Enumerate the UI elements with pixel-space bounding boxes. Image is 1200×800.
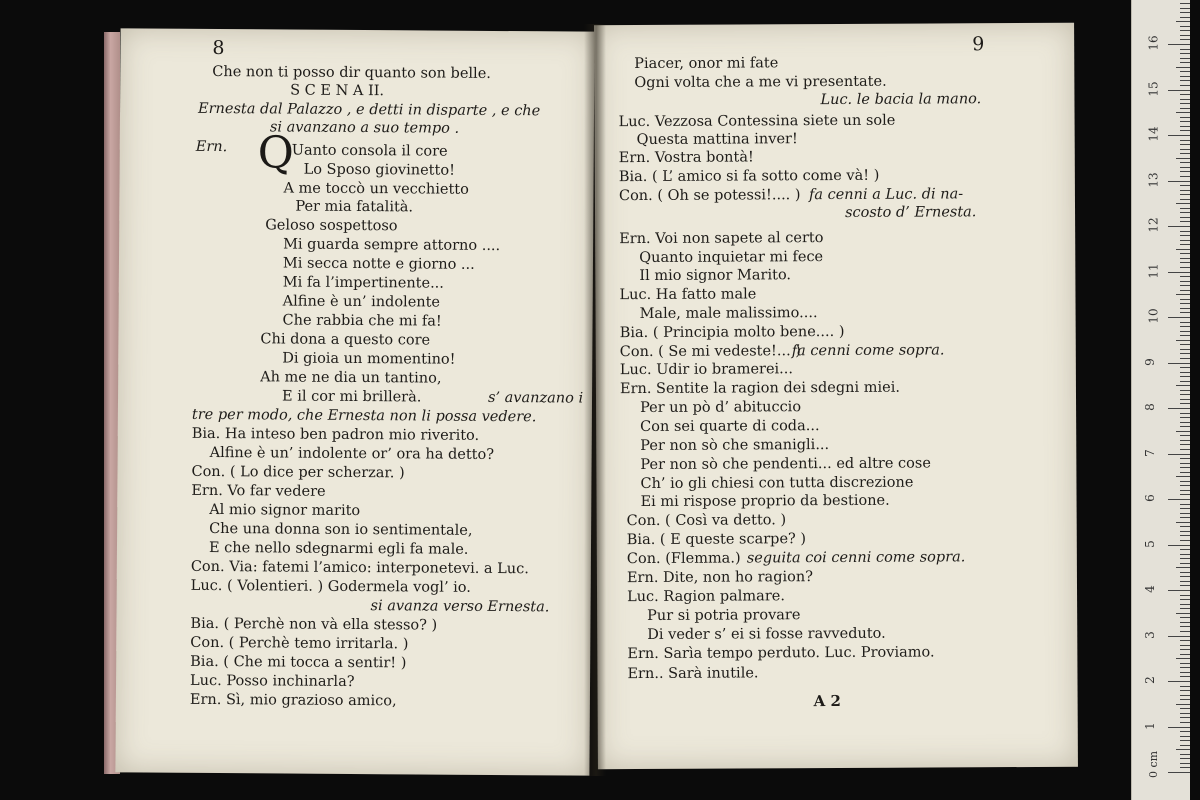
ruler-tick xyxy=(1180,76,1190,77)
ruler-tick xyxy=(1180,572,1190,573)
ruler-tick xyxy=(1176,749,1190,750)
ruler-tick xyxy=(1180,358,1190,359)
ruler-tick xyxy=(1168,636,1190,637)
ruler-tick xyxy=(1168,181,1190,182)
left-text-line: Lo Sposo giovinetto! xyxy=(303,161,455,179)
ruler-tick xyxy=(1176,658,1190,659)
ruler-tick xyxy=(1176,203,1190,204)
ruler-tick xyxy=(1180,740,1190,741)
ruler-tick xyxy=(1180,26,1190,27)
ruler-tick xyxy=(1180,130,1190,131)
ruler-tick xyxy=(1180,426,1190,427)
ruler-tick xyxy=(1180,736,1190,737)
ruler-tick xyxy=(1168,90,1190,91)
left-text-line: Che una donna son io sentimentale, xyxy=(209,520,473,539)
left-text-line: S C E N A II. xyxy=(290,82,385,100)
ruler-label: 1 xyxy=(1142,721,1157,730)
left-text-line: Bia. Ha inteso ben padron mio riverito. xyxy=(191,425,480,444)
right-text-line: Luc. le bacia la mano. xyxy=(820,91,982,109)
ruler-label: 8 xyxy=(1142,403,1157,411)
ruler-tick xyxy=(1180,35,1190,36)
ruler-tick xyxy=(1180,754,1190,755)
left-text-line: Di gioia un momentino! xyxy=(282,350,456,368)
ruler-tick xyxy=(1180,717,1190,718)
ruler-tick xyxy=(1180,240,1190,241)
left-text-line: Bia. ( Che mi tocca a sentir! ) xyxy=(190,653,407,672)
ruler-tick xyxy=(1168,226,1190,227)
ruler-tick xyxy=(1180,99,1190,100)
ruler-tick xyxy=(1180,117,1190,118)
ruler-tick xyxy=(1180,513,1190,514)
ruler-tick xyxy=(1180,80,1190,81)
right-text-line: Piacer, onor mi fate xyxy=(634,55,779,73)
ruler-tick xyxy=(1180,3,1190,4)
ruler-tick xyxy=(1180,231,1190,232)
right-text-line: seguita coi cenni come sopra. xyxy=(746,549,966,567)
ruler-tick xyxy=(1176,21,1190,22)
left-text-line: Ah me ne dia un tantino, xyxy=(260,369,442,387)
ruler-label: 3 xyxy=(1142,630,1157,639)
ruler-tick xyxy=(1180,713,1190,714)
left-text-line: Ernesta dal Palazzo , e detti in disparte , e che xyxy=(197,100,541,120)
ruler-tick xyxy=(1180,53,1190,54)
ruler-tick xyxy=(1180,399,1190,400)
ruler-tick xyxy=(1180,485,1190,486)
ruler-tick xyxy=(1180,190,1190,191)
right-text-line: Il mio signor Marito. xyxy=(639,267,792,285)
ruler-tick xyxy=(1168,408,1190,409)
left-text-line: si avanzano a suo tempo . xyxy=(269,119,460,137)
ruler-tick xyxy=(1180,62,1190,63)
ruler-tick xyxy=(1180,581,1190,582)
right-text-line: Luc. Udir io bramerei... xyxy=(619,361,794,379)
ruler-tick xyxy=(1180,595,1190,596)
ruler-tick xyxy=(1180,344,1190,345)
ruler-tick xyxy=(1168,135,1190,136)
left-text-line: Ern. xyxy=(195,138,228,156)
ruler-tick xyxy=(1180,144,1190,145)
left-text-line: Ern. Vo far vedere xyxy=(191,482,326,500)
right-text-line: Con. ( Oh se potessi!.... ) xyxy=(618,187,801,205)
left-text-line: Con. ( Perchè temo irritarla. ) xyxy=(190,634,409,653)
left-text-line: Che rabbia che mi fa! xyxy=(282,312,442,330)
ruler-tick xyxy=(1180,394,1190,395)
ruler-tick xyxy=(1180,335,1190,336)
ruler-tick xyxy=(1180,58,1190,59)
ruler-tick xyxy=(1180,149,1190,150)
ruler-tick xyxy=(1180,617,1190,618)
ruler-tick xyxy=(1180,708,1190,709)
ruler-tick xyxy=(1180,463,1190,464)
ruler-tick xyxy=(1168,499,1190,500)
ruler-tick xyxy=(1180,299,1190,300)
ruler-tick xyxy=(1180,531,1190,532)
right-page xyxy=(594,23,1078,770)
ruler-tick xyxy=(1176,249,1190,250)
right-text-line: Pur si potria provare xyxy=(647,607,801,624)
ruler-tick xyxy=(1180,667,1190,668)
ruler-tick xyxy=(1180,303,1190,304)
ruler-tick xyxy=(1176,385,1190,386)
ruler-tick xyxy=(1176,158,1190,159)
right-text-line: Ch’ io gli chiesi con tutta discrezione xyxy=(640,474,914,493)
ruler-tick xyxy=(1180,253,1190,254)
ruler-tick xyxy=(1180,417,1190,418)
ruler-tick xyxy=(1168,545,1190,546)
ruler-tick xyxy=(1180,258,1190,259)
left-text-line: E che nello sdegnarmi egli fa male. xyxy=(208,539,469,558)
right-text-line: Male, male malissimo.... xyxy=(639,305,818,323)
right-text-line: Con. (Flemma.) xyxy=(626,550,741,568)
ruler-tick xyxy=(1180,85,1190,86)
ruler-tick xyxy=(1180,576,1190,577)
ruler-tick xyxy=(1176,522,1190,523)
ruler-tick xyxy=(1180,554,1190,555)
left-text-line: tre per modo, che Ernesta non li possa vedere. xyxy=(191,406,537,426)
ruler-tick xyxy=(1180,535,1190,536)
ruler-tick xyxy=(1176,476,1190,477)
left-text-line: Per mia fatalità. xyxy=(295,198,414,216)
ruler-tick xyxy=(1180,763,1190,764)
ruler-label: 9 xyxy=(1142,357,1157,366)
right-page-number: 9 xyxy=(972,33,985,56)
ruler-tick xyxy=(1180,267,1190,268)
ruler-tick xyxy=(1180,626,1190,627)
ruler-tick xyxy=(1180,17,1190,18)
left-text-line: Alfine è un’ indolente xyxy=(282,293,441,311)
right-text-line: Bia. ( E queste scarpe? ) xyxy=(626,531,807,549)
right-text-line: Bia. ( Principia molto bene.... ) xyxy=(619,323,845,342)
ruler-tick xyxy=(1180,167,1190,168)
right-text-line: Per non sò che smanigli... xyxy=(640,437,830,455)
ruler-tick xyxy=(1180,745,1190,746)
ruler-tick xyxy=(1180,767,1190,768)
right-text-line: Ei mi rispose proprio da bestione. xyxy=(640,492,890,511)
ruler-tick xyxy=(1180,349,1190,350)
right-text-line: Bia. ( L’ amico si fa sotto come và! ) xyxy=(618,167,880,186)
ruler-tick xyxy=(1180,235,1190,236)
ruler-tick xyxy=(1168,454,1190,455)
ruler-tick xyxy=(1180,8,1190,9)
ruler-label: 14 xyxy=(1146,126,1161,142)
ruler-tick xyxy=(1180,290,1190,291)
left-text-line: Che non ti posso dir quanto son belle. xyxy=(212,63,491,82)
left-page-number: 8 xyxy=(212,36,225,60)
ruler-tick xyxy=(1180,563,1190,564)
right-text-line: fa cenni a Luc. di na- xyxy=(808,186,964,204)
ruler-tick xyxy=(1180,221,1190,222)
ruler-tick xyxy=(1180,422,1190,423)
ruler-label: 12 xyxy=(1146,217,1161,233)
ruler-tick xyxy=(1180,640,1190,641)
right-text-line: Luc. Ha fatto male xyxy=(619,286,757,304)
right-text-line: Ern. Sarìa tempo perduto. Luc. Proviamo. xyxy=(627,644,935,663)
ruler-tick xyxy=(1180,308,1190,309)
ruler-tick xyxy=(1180,381,1190,382)
right-page-text xyxy=(594,23,1074,683)
ruler-label: 2 xyxy=(1142,676,1157,684)
ruler-tick xyxy=(1180,472,1190,473)
ruler-tick xyxy=(1180,481,1190,482)
left-text-line: Mi guarda sempre attorno .... xyxy=(283,236,501,255)
ruler-tick xyxy=(1180,276,1190,277)
ruler-tick xyxy=(1180,30,1190,31)
right-text-line: Luc. Vezzosa Contessina siete un sole xyxy=(618,112,896,131)
left-page xyxy=(115,28,594,775)
left-text-line: Con. Via: fatemi l’amico: interponetevi. a Luc. xyxy=(190,558,529,578)
ruler-tick xyxy=(1180,622,1190,623)
ruler-tick xyxy=(1180,194,1190,195)
right-text-line: Ern. Voi non sapete al certo xyxy=(619,230,824,248)
ruler-tick xyxy=(1180,695,1190,696)
ruler-tick xyxy=(1180,663,1190,664)
ruler-tick xyxy=(1180,121,1190,122)
left-text-line: Uanto consola il core xyxy=(291,142,448,160)
ruler-tick xyxy=(1168,772,1190,773)
ruler-tick xyxy=(1180,244,1190,245)
ruler-tick xyxy=(1180,331,1190,332)
ruler-tick xyxy=(1180,649,1190,650)
ruler-label: 5 xyxy=(1142,539,1157,548)
ruler-tick xyxy=(1180,672,1190,673)
right-text-line: Ern.. Sarà inutile. xyxy=(627,665,759,683)
ruler-tick xyxy=(1168,590,1190,591)
ruler-tick xyxy=(1180,217,1190,218)
ruler-tick xyxy=(1180,722,1190,723)
ruler-tick xyxy=(1180,103,1190,104)
ruler-label: 10 xyxy=(1146,308,1161,324)
ruler-tick xyxy=(1168,681,1190,682)
ruler-tick xyxy=(1180,435,1190,436)
ruler-tick xyxy=(1180,467,1190,468)
ruler-tick xyxy=(1180,390,1190,391)
ruler-tick xyxy=(1176,704,1190,705)
ruler-tick xyxy=(1176,340,1190,341)
ruler-tick xyxy=(1180,176,1190,177)
ruler-label: 15 xyxy=(1146,80,1161,97)
ruler-tick xyxy=(1180,731,1190,732)
ruler-tick xyxy=(1180,690,1190,691)
left-text-line: Luc. Posso inchinarla? xyxy=(189,672,355,691)
ruler-tick xyxy=(1180,153,1190,154)
ruler-label: 6 xyxy=(1142,494,1157,502)
left-text-line: si avanza verso Ernesta. xyxy=(370,598,550,616)
ruler-tick xyxy=(1180,126,1190,127)
ruler-tick xyxy=(1180,413,1190,414)
right-text-line: Ern. Vostra bontà! xyxy=(618,149,754,167)
ruler-tick xyxy=(1180,449,1190,450)
ruler-tick xyxy=(1176,613,1190,614)
ruler-tick xyxy=(1180,171,1190,172)
ruler-label: 16 xyxy=(1146,35,1161,51)
ruler-tick xyxy=(1180,376,1190,377)
ruler-tick xyxy=(1180,504,1190,505)
ruler-tick xyxy=(1180,12,1190,13)
ruler-tick xyxy=(1180,654,1190,655)
ruler-tick xyxy=(1180,645,1190,646)
right-text-line: Di veder s’ ei si fosse ravveduto. xyxy=(647,625,886,643)
left-text-line: Luc. ( Volentieri. ) Godermela vogl’ io. xyxy=(190,577,471,596)
ruler-tick xyxy=(1180,686,1190,687)
ruler-tick xyxy=(1180,699,1190,700)
ruler-tick xyxy=(1180,185,1190,186)
ruler-tick xyxy=(1180,526,1190,527)
ruler-tick xyxy=(1180,608,1190,609)
ruler-label: 13 xyxy=(1146,171,1161,188)
ruler-tick xyxy=(1180,676,1190,677)
ruler-tick xyxy=(1180,631,1190,632)
ruler-tick xyxy=(1180,585,1190,586)
right-text-line: Con. ( Così va detto. ) xyxy=(626,512,787,530)
measuring-ruler xyxy=(1131,0,1190,800)
ruler-tick xyxy=(1180,558,1190,559)
ruler-tick xyxy=(1180,444,1190,445)
right-text-line: Per un pò d’ abituccio xyxy=(640,399,802,417)
left-text-line: Geloso sospettoso xyxy=(265,217,398,235)
right-text-line: Con. ( Se mi vedeste!... ) xyxy=(619,343,801,361)
ruler-tick xyxy=(1180,108,1190,109)
ruler-label: 11 xyxy=(1146,262,1161,279)
ruler-tick xyxy=(1180,758,1190,759)
left-text-line: Ern. Sì, mio grazioso amico, xyxy=(189,691,397,710)
right-text-line: Questa mattina inver! xyxy=(636,131,798,149)
ruler-tick xyxy=(1180,494,1190,495)
ruler-tick xyxy=(1176,431,1190,432)
right-text-line: Ern. Dite, non ho ragion? xyxy=(626,569,813,587)
ruler-tick xyxy=(1168,272,1190,273)
ruler-tick xyxy=(1180,440,1190,441)
ruler-tick xyxy=(1180,540,1190,541)
left-text-line: E il cor mi brillerà. xyxy=(281,388,422,406)
right-text-line: Per non sò che pendenti... ed altre cose xyxy=(640,455,931,474)
left-text-line: Alfine è un’ indolente or’ ora ha detto? xyxy=(209,444,495,463)
ruler-tick xyxy=(1180,508,1190,509)
signature-mark: A 2 xyxy=(813,691,841,711)
left-text-line: s’ avanzano i xyxy=(487,389,584,407)
left-text-line: Mi fa l’impertinente... xyxy=(282,274,444,292)
left-text-line: Chi dona a questo core xyxy=(260,331,431,349)
left-text-line: Con. ( Lo dice per scherzar. ) xyxy=(191,463,405,482)
left-text-line: Mi secca notte e giorno ... xyxy=(282,255,475,273)
right-text-line: Con sei quarte di coda... xyxy=(640,418,820,436)
ruler-tick xyxy=(1168,44,1190,45)
ruler-tick xyxy=(1180,517,1190,518)
ruler-tick xyxy=(1180,140,1190,141)
ruler-tick xyxy=(1176,67,1190,68)
ruler-tick xyxy=(1176,112,1190,113)
right-text-line: Quanto inquietar mi fece xyxy=(639,249,824,267)
ruler-tick xyxy=(1180,208,1190,209)
ruler-tick xyxy=(1180,49,1190,50)
drop-cap: Q xyxy=(257,127,294,179)
ruler-label: 7 xyxy=(1142,448,1157,457)
ruler-tick xyxy=(1176,294,1190,295)
ruler-label: 4 xyxy=(1142,585,1157,593)
ruler-tick xyxy=(1180,71,1190,72)
ruler-tick xyxy=(1180,281,1190,282)
ruler-tick xyxy=(1180,312,1190,313)
left-text-line: Al mio signor marito xyxy=(209,501,361,520)
right-text-line: fa cenni come sopra. xyxy=(791,342,945,360)
ruler-unit-label: 0 cm xyxy=(1147,750,1161,779)
ruler-tick xyxy=(1168,727,1190,728)
ruler-tick xyxy=(1180,353,1190,354)
ruler-tick xyxy=(1180,199,1190,200)
right-text-line: Ern. Sentite la ragion dei sdegni miei. xyxy=(619,379,900,398)
ruler-tick xyxy=(1168,363,1190,364)
ruler-tick xyxy=(1180,326,1190,327)
right-text-line: Luc. Ragion palmare. xyxy=(627,588,785,606)
ruler-tick xyxy=(1180,322,1190,323)
ruler-tick xyxy=(1176,567,1190,568)
left-page-text xyxy=(121,28,595,710)
ruler-tick xyxy=(1180,94,1190,95)
ruler-tick xyxy=(1168,317,1190,318)
right-text-line: Ogni volta che a me vi presentate. xyxy=(634,73,887,92)
left-text-line: A me toccò un vecchietto xyxy=(283,180,469,198)
ruler-tick xyxy=(1180,285,1190,286)
ruler-tick xyxy=(1180,162,1190,163)
ruler-tick xyxy=(1180,549,1190,550)
ruler-tick xyxy=(1180,372,1190,373)
book-gutter xyxy=(584,24,606,776)
ruler-tick xyxy=(1180,604,1190,605)
ruler-tick xyxy=(1180,599,1190,600)
ruler-tick xyxy=(1180,490,1190,491)
ruler-tick xyxy=(1180,212,1190,213)
left-text-line: Bia. ( Perchè non và ella stesso? ) xyxy=(190,615,438,634)
ruler-tick xyxy=(1180,458,1190,459)
ruler-tick xyxy=(1180,367,1190,368)
ruler-tick xyxy=(1180,39,1190,40)
right-text-line: scosto d’ Ernesta. xyxy=(844,204,977,221)
ruler-tick xyxy=(1180,403,1190,404)
ruler-tick xyxy=(1180,262,1190,263)
